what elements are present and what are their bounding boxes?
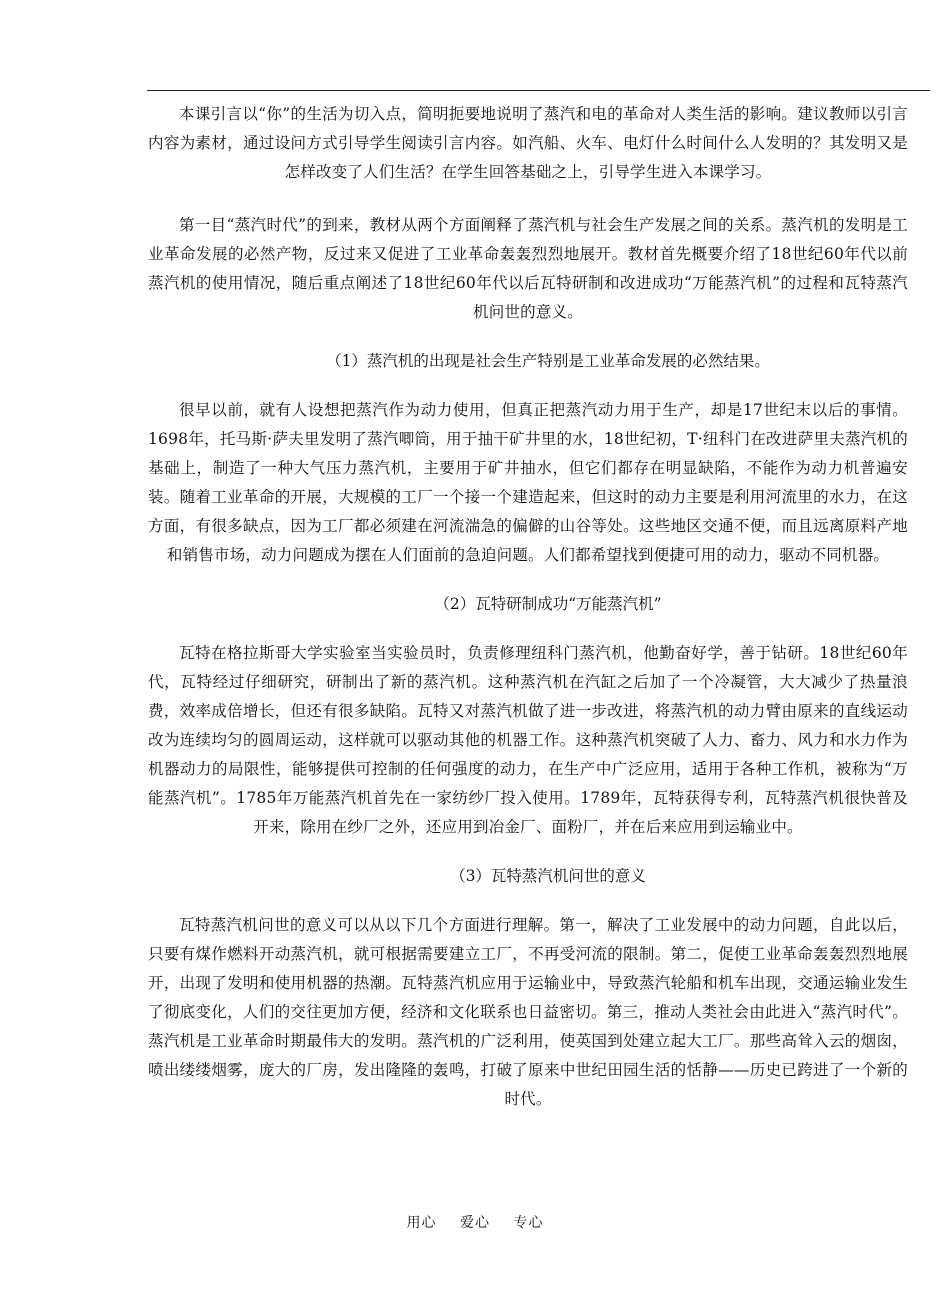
section-heading-1: （1）蒸汽机的出现是社会生产特别是工业革命发展的必然结果。 xyxy=(326,352,770,370)
footer-word-3: 专心 xyxy=(513,1215,544,1231)
section-heading-2: （2）瓦特研制成功“万能蒸汽机” xyxy=(434,595,662,613)
header-rule xyxy=(147,90,930,91)
body-paragraph-1: 很早以前，就有人设想把蒸汽作为动力使用，但真正把蒸汽动力用于生产，却是17世纪末以后的事情。1698年，托马斯·萨夫里发明了蒸汽唧筒，用于抽干矿井里的水，18世纪初，T·纽科门在改进萨里夫蒸汽机的基础上，制造了一种大气压力蒸汽机，主要用于矿井抽水，但它们都存在明显缺陷，不能作为动力机普遍安装。随着工业革命的开展，大规模的工厂一个接一个建造起来，但这时的动力主要是利用河流里的水力，在这方面，有很多缺点，因为工厂都必须建在河流湍急的偏僻的山谷等处。这些地区交通不便，而且远离原料产地和销售市场，动力问题成为摆在人们面前的急迫问题。人们都希望找到便捷可用的动力，驱动不同机器。 xyxy=(148,401,908,564)
section-heading-3: （3）瓦特蒸汽机问世的意义 xyxy=(450,867,646,885)
body-paragraph-3: 瓦特蒸汽机问世的意义可以从以下几个方面进行理解。第一，解决了工业发展中的动力问题，自此以后，只要有煤作燃料开动蒸汽机，就可根据需要建立工厂，不再受河流的限制。第二，促使工业革命轰轰烈烈地展开，出现了发明和使用机器的热潮。瓦特蒸汽机应用于运输业中，导致蒸汽轮船和机车出现，交通运输业发生了彻底变化，人们的交往更加方便，经济和文化联系也日益密切。第三，推动人类社会由此进入“蒸汽时代”。蒸汽机是工业革命时期最伟大的发明。蒸汽机的广泛利用，使英国到处建立起大工厂。那些高耸入云的烟囱，喷出缕缕烟雾，庞大的厂房，发出隆隆的轰鸣，打破了原来中世纪田园生活的恬静——历史已跨进了一个新的时代。 xyxy=(148,916,908,1108)
section-one-paragraph: 第一目“蒸汽时代”的到来，教材从两个方面阐释了蒸汽机与社会生产发展之间的关系。蒸汽机的发明是工业革命发展的必然产物，反过来又促进了工业革命轰轰烈烈地展开。教材首先概要介绍了18世纪60年代以前蒸汽机的使用情况，随后重点阐述了18世纪60年代以后瓦特研制和改进成功“万能蒸汽机”的过程和瓦特蒸汽机问世的意义。 xyxy=(148,216,908,321)
footer-word-1: 用心 xyxy=(406,1215,437,1231)
page-footer xyxy=(0,1212,950,1232)
document-body xyxy=(148,100,908,1114)
body-paragraph-2: 瓦特在格拉斯哥大学实验室当实验员时，负责修理纽科门蒸汽机，他勤奋好学，善于钻研。18世纪60年代，瓦特经过仔细研究，研制出了新的蒸汽机。这种蒸汽机在汽缸之后加了一个冷凝管，大大减少了热量浪费，效率成倍增长，但还有很多缺陷。瓦特又对蒸汽机做了进一步改进，将蒸汽机的动力臂由原来的直线运动改为连续均匀的圆周运动，这样就可以驱动其他的机器工作。这种蒸汽机突破了人力、畜力、风力和水力作为机器动力的局限性，能够提供可控制的任何强度的动力，在生产中广泛应用，适用于各种工作机，被称为“万能蒸汽机”。1785年万能蒸汽机首先在一家纺纱厂投入使用。1789年，瓦特获得专利，瓦特蒸汽机很快普及开来，除用在纱厂之外，还应用到冶金厂、面粉厂，并在后来应用到运输业中。 xyxy=(148,644,908,836)
intro-paragraph: 本课引言以“你”的生活为切入点，简明扼要地说明了蒸汽和电的革命对人类生活的影响。建议教师以引言内容为素材，通过设问方式引导学生阅读引言内容。如汽船、火车、电灯什么时间什么人发明的？其发明又是怎样改变了人们生活？在学生回答基础之上，引导学生进入本课学习。 xyxy=(148,105,908,181)
footer-word-2: 爱心 xyxy=(460,1215,490,1231)
